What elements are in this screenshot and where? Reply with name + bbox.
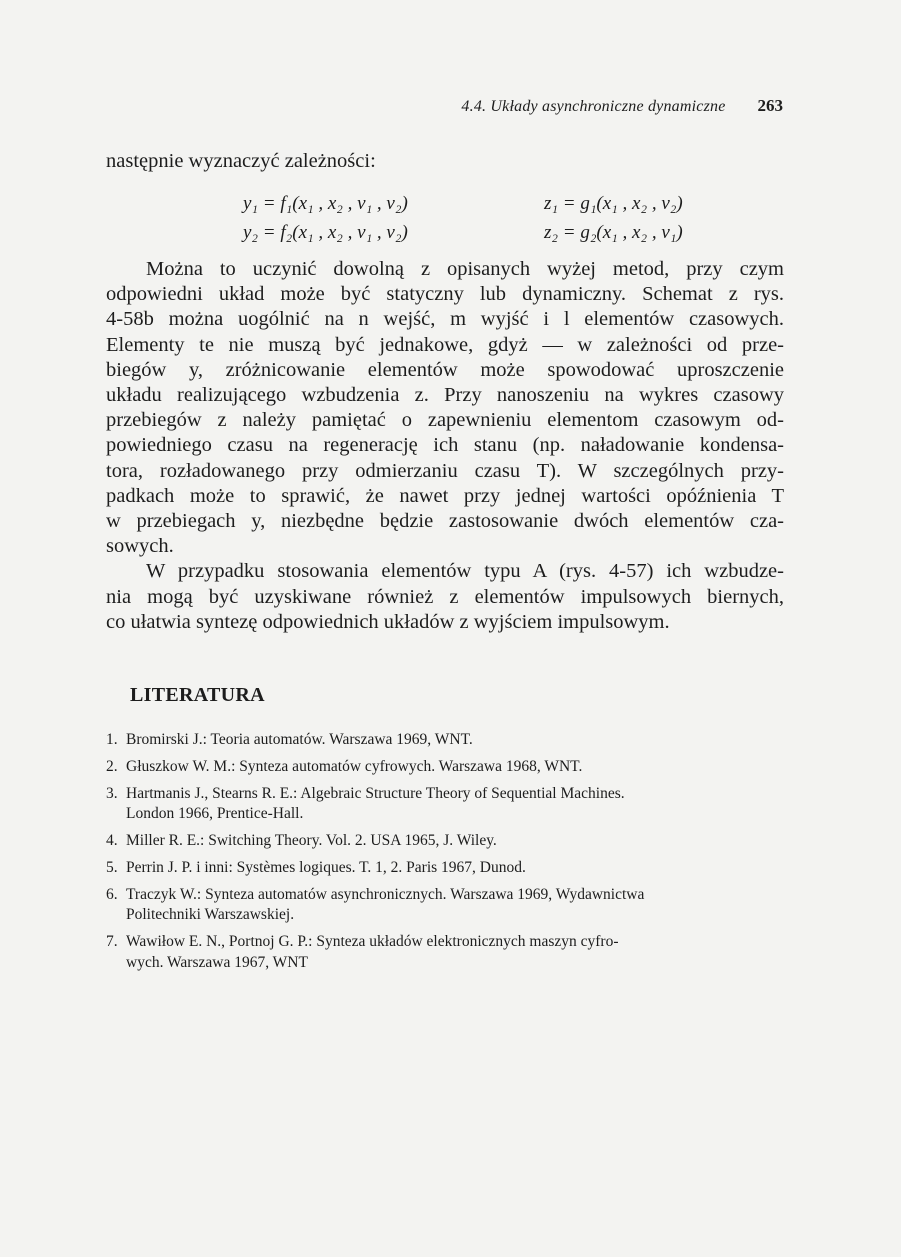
reference-text: wych. Warszawa 1967, WNT [126, 953, 308, 971]
text-line: nia mogą być uzyskiwane również z elementów impulsowych biernych, [106, 585, 784, 608]
text-line: przebiegów z należy pamiętać o zapewnieniu elementom czasowym od- [106, 409, 784, 432]
text-line: tora, rozładowanego przy odmierzaniu czasu T). W szczególnych przy- [106, 459, 784, 482]
reference-number: 7. [106, 933, 118, 951]
text-line: biegów y, zróżnicowanie elementów może spowodować uproszczenie [106, 358, 784, 381]
reference-item [106, 858, 796, 878]
reference-item [106, 885, 796, 926]
reference-list [106, 730, 796, 980]
reference-text: Perrin J. P. i inni: Systèmes logiques. T. 1, 2. Paris 1967, Dunod. [126, 859, 526, 877]
text-line: w przebiegach y, niezbędne będzie zastosowanie dwóch elementów cza- [106, 510, 784, 533]
reference-number: 6. [106, 885, 118, 903]
reference-item [106, 831, 796, 851]
equation-z1: z₁ = g₁(x₁ , x₂ , v₂) [544, 193, 683, 214]
reference-text: Bromirski J.: Teoria automatów. Warszawa 1969, WNT. [126, 731, 473, 748]
text-line: padkach może to sprawić, że nawet przy jednej wartości opóźnienia T [106, 484, 784, 507]
reference-item [106, 757, 796, 777]
reference-text: Hartmanis J., Stearns R. E.: Algebraic Structure Theory of Sequential Machines. [126, 784, 625, 802]
text-line: sowych. [106, 535, 174, 558]
reference-text: London 1966, Prentice-Hall. [126, 805, 304, 823]
running-title: 4.4. Układy asynchroniczne dynamiczne [461, 98, 726, 115]
paragraph-1 [106, 257, 784, 559]
body-text [106, 257, 784, 635]
text-line: co ułatwia syntezę odpowiednich układów z wyjściem impulsowym. [106, 610, 670, 633]
equation-y2: y₂ = f₂(x₁ , x₂ , v₁ , v₂) [243, 222, 408, 243]
reference-number: 2. [106, 757, 118, 775]
text-line: Elementy te nie muszą być jednakowe, gdyż — w zależności od prze- [106, 333, 784, 356]
page-number: 263 [757, 96, 783, 115]
reference-text: Politechniki Warszawskiej. [126, 906, 295, 924]
reference-item [106, 730, 796, 750]
reference-number: 3. [106, 784, 118, 802]
equation-z2: z₂ = g₂(x₁ , x₂ , v₁) [544, 222, 683, 243]
reference-text: Miller R. E.: Switching Theory. Vol. 2. USA 1965, J. Wiley. [126, 832, 497, 850]
text-line: powiedniego czasu na regenerację ich stanu (np. naładowanie kondensa- [106, 434, 784, 457]
running-head [0, 96, 783, 116]
equation-y1: y₁ = f₁(x₁ , x₂ , v₁ , v₂) [243, 193, 408, 214]
text-line: W przypadku stosowania elementów typu A (rys. 4-57) ich wzbudze- [146, 560, 784, 583]
literature-heading: LITERATURA [130, 684, 265, 706]
reference-text: Wawiłow E. N., Portnoj G. P.: Synteza układów elektronicznych maszyn cyfro- [126, 933, 619, 951]
intro-sentence: następnie wyznaczyć zależności: [106, 150, 376, 172]
reference-item [106, 932, 796, 973]
paragraph-2 [106, 559, 784, 635]
reference-text: Traczyk W.: Synteza automatów asynchronicznych. Warszawa 1969, Wydawnictwa [126, 885, 645, 903]
reference-number: 1. [106, 731, 118, 748]
reference-text: Głuszkow W. M.: Synteza automatów cyfrowych. Warszawa 1968, WNT. [126, 757, 583, 775]
text-line: 4-58b można uogólnić na n wejść, m wyjść i l elementów czasowych. [106, 308, 784, 331]
text-line: Można to uczynić dowolną z opisanych wyżej metod, przy czym [146, 258, 784, 280]
reference-number: 5. [106, 859, 118, 877]
reference-number: 4. [106, 832, 118, 850]
text-line: odpowiedni układ może być statyczny lub dynamiczny. Schemat z rys. [106, 283, 784, 306]
reference-item [106, 784, 796, 825]
text-line: układu realizującego wzbudzenia z. Przy nanoszeniu na wykres czasowy [106, 384, 784, 407]
